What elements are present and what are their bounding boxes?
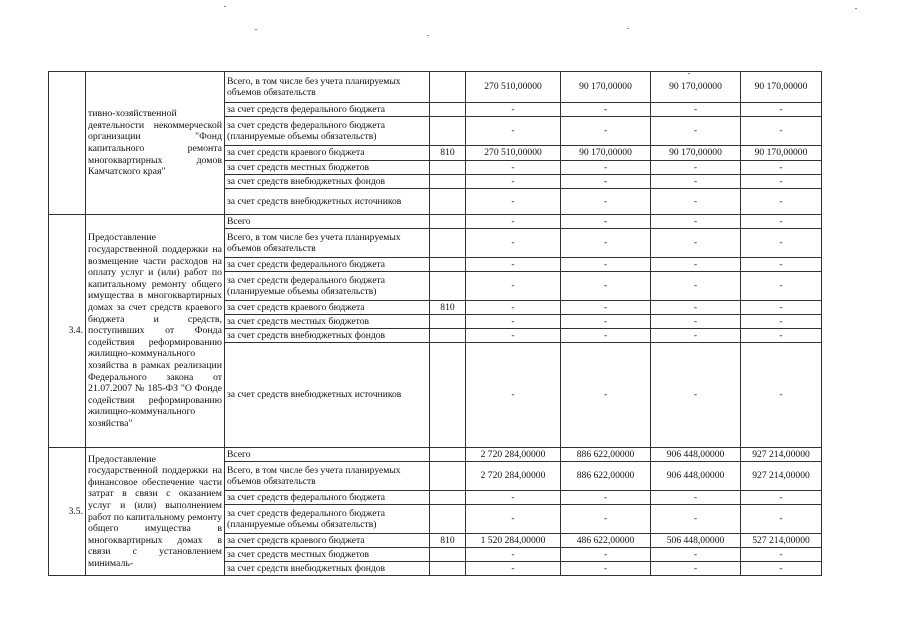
value-year-3: - (741, 548, 822, 562)
value-total: - (466, 161, 561, 175)
value-total: - (466, 103, 561, 117)
funding-source: за счет средств местных бюджетов (225, 315, 430, 329)
value-year-3: - (741, 301, 822, 315)
funding-source: за счет средств федерального бюджета (225, 103, 430, 117)
value-year-3: - (741, 215, 822, 229)
table-row (49, 215, 822, 229)
value-year-3: - (741, 272, 822, 301)
value-total: 2 720 284,00000 (466, 462, 561, 491)
value-year-1: - (561, 117, 651, 146)
budget-code (430, 229, 466, 258)
funding-source: Всего, в том числе без учета планируемых объемов обязательств (225, 72, 430, 103)
value-year-3: - (741, 161, 822, 175)
value-total: 2 720 284,00000 (466, 448, 561, 462)
value-year-2: - (651, 189, 741, 215)
value-year-2: - (651, 258, 741, 272)
value-year-3: - (741, 258, 822, 272)
value-year-1: - (561, 329, 651, 343)
value-year-2: - (651, 117, 741, 146)
budget-code (430, 258, 466, 272)
value-year-1: - (561, 505, 651, 534)
value-year-2: - (651, 215, 741, 229)
funding-source: за счет средств местных бюджетов (225, 161, 430, 175)
item-description: тивно-хозяйственной деятельности некоммерческой организации "Фонд капитального ремонта многоквартирных домов Камчатского края" (86, 72, 225, 215)
value-total: - (466, 272, 561, 301)
scan-speck (255, 29, 257, 30)
budget-code: 810 (430, 301, 466, 315)
value-year-1: 90 170,00000 (561, 72, 651, 103)
funding-source: за счет средств внебюджетных фондов (225, 562, 430, 576)
budget-code (430, 448, 466, 462)
value-year-1: - (561, 215, 651, 229)
funding-source: за счет средств федерального бюджета (планируемые объемы обязательств) (225, 117, 430, 146)
budget-code (430, 175, 466, 189)
scan-speck (855, 8, 857, 9)
value-year-1: - (561, 258, 651, 272)
value-year-2: - (651, 329, 741, 343)
budget-code (430, 562, 466, 576)
funding-source: за счет средств местных бюджетов (225, 548, 430, 562)
value-year-3: - (741, 329, 822, 343)
value-total: - (466, 301, 561, 315)
value-year-2: 906 448,00000 (651, 448, 741, 462)
value-year-1: - (561, 491, 651, 505)
value-year-1: - (561, 343, 651, 448)
value-total: - (466, 505, 561, 534)
table-row (49, 72, 822, 103)
value-year-3: - (741, 315, 822, 329)
funding-source: за счет средств краевого бюджета (225, 146, 430, 161)
value-year-3: 90 170,00000 (741, 146, 822, 161)
value-year-2: - (651, 343, 741, 448)
budget-code (430, 343, 466, 448)
value-year-2: - (651, 229, 741, 258)
item-description: Предоставление государственной поддержки на возмещение части расходов на оплату услуг и (или) работ по капитальному ремонту общего имущества в многоквартирных домах за счет средств краевого бюджета и средств, поступивших от Фонда содействия реформированию жилищно-коммунального хозяйства в рамках реализации Федерального закона от 21.07.2007 № 185-ФЗ "О Фонде содействия реформированию жилищно-коммунального хозяйства" (86, 215, 225, 448)
value-year-2: - (651, 562, 741, 576)
value-year-1: 886 622,00000 (561, 462, 651, 491)
value-year-3: 527 214,00000 (741, 534, 822, 548)
value-year-3: - (741, 229, 822, 258)
value-year-2: 906 448,00000 (651, 462, 741, 491)
funding-source: Всего (225, 215, 430, 229)
value-year-3: 927 214,00000 (741, 448, 822, 462)
funding-source: Всего, в том числе без учета планируемых объемов обязательств (225, 229, 430, 258)
scan-speck (627, 28, 629, 29)
value-year-3: - (741, 343, 822, 448)
value-year-1: - (561, 548, 651, 562)
value-year-3: - (741, 491, 822, 505)
item-number: 3.5. (49, 448, 86, 576)
value-total: - (466, 258, 561, 272)
funding-source: за счет средств внебюджетных источников (225, 189, 430, 215)
budget-code (430, 548, 466, 562)
funding-source: за счет средств федерального бюджета (225, 491, 430, 505)
value-year-2: - (651, 491, 741, 505)
budget-code: 810 (430, 146, 466, 161)
funding-source: за счет средств внебюджетных фондов (225, 175, 430, 189)
value-year-1: - (561, 301, 651, 315)
funding-source: за счет средств федерального бюджета (225, 258, 430, 272)
item-number (49, 72, 86, 215)
budget-code (430, 215, 466, 229)
value-total: - (466, 215, 561, 229)
budget-code (430, 103, 466, 117)
budget-code (430, 72, 466, 103)
value-year-1: - (561, 175, 651, 189)
value-total: - (466, 329, 561, 343)
scan-speck (427, 35, 429, 36)
value-year-2: 506 448,00000 (651, 534, 741, 548)
value-total: 1 520 284,00000 (466, 534, 561, 548)
value-total: - (466, 343, 561, 448)
funding-source: за счет средств федерального бюджета (планируемые объемы обязательств) (225, 272, 430, 301)
item-number: 3.4. (49, 215, 86, 448)
value-total: - (466, 189, 561, 215)
value-year-3: 90 170,00000 (741, 72, 822, 103)
budget-code (430, 161, 466, 175)
value-total: - (466, 175, 561, 189)
value-year-1: 90 170,00000 (561, 146, 651, 161)
funding-source: Всего, в том числе без учета планируемых объемов обязательств (225, 462, 430, 491)
budget-code (430, 329, 466, 343)
value-year-3: - (741, 175, 822, 189)
value-year-3: - (741, 562, 822, 576)
funding-source: за счет средств краевого бюджета (225, 534, 430, 548)
budget-code (430, 462, 466, 491)
budget-code (430, 117, 466, 146)
value-year-2: - (651, 301, 741, 315)
value-year-1: - (561, 103, 651, 117)
budget-code (430, 272, 466, 301)
value-total: - (466, 548, 561, 562)
value-year-1: - (561, 562, 651, 576)
budget-table (48, 71, 822, 576)
funding-source: Всего (225, 448, 430, 462)
value-year-2: 90 170,00000 (651, 146, 741, 161)
value-total: - (466, 117, 561, 146)
table-row (49, 448, 822, 462)
value-year-2: - (651, 505, 741, 534)
value-year-3: - (741, 505, 822, 534)
value-year-3: - (741, 103, 822, 117)
value-year-1: - (561, 315, 651, 329)
value-year-1: - (561, 189, 651, 215)
budget-code (430, 491, 466, 505)
budget-code (430, 505, 466, 534)
budget-code: 810 (430, 534, 466, 548)
value-year-2: 90 170,00000 (651, 72, 741, 103)
value-year-3: - (741, 189, 822, 215)
scan-speck (224, 6, 226, 7)
item-description: Предоставление государственной поддержки на финансовое обеспечение части затрат в связи с оказанием услуг и (или) выполнением работ по капитальному ремонту общего имущества в многоквартирных домах в связи с установлением минималь- (86, 448, 225, 576)
funding-source: за счет средств внебюджетных фондов (225, 329, 430, 343)
value-year-1: - (561, 272, 651, 301)
value-year-3: - (741, 117, 822, 146)
value-year-1: 886 622,00000 (561, 448, 651, 462)
value-total: - (466, 315, 561, 329)
value-year-2: - (651, 548, 741, 562)
value-year-2: - (651, 175, 741, 189)
budget-code (430, 315, 466, 329)
funding-source: за счет средств федерального бюджета (планируемые объемы обязательств) (225, 505, 430, 534)
value-total: 270 510,00000 (466, 146, 561, 161)
budget-code (430, 189, 466, 215)
value-year-1: 486 622,00000 (561, 534, 651, 548)
value-year-1: - (561, 229, 651, 258)
value-year-3: 927 214,00000 (741, 462, 822, 491)
funding-source: за счет средств краевого бюджета (225, 301, 430, 315)
value-year-2: - (651, 315, 741, 329)
value-total: 270 510,00000 (466, 72, 561, 103)
funding-source: за счет средств внебюджетных источников (225, 343, 430, 448)
value-total: - (466, 562, 561, 576)
value-year-2: - (651, 161, 741, 175)
value-year-2: - (651, 103, 741, 117)
value-year-2: - (651, 272, 741, 301)
value-total: - (466, 229, 561, 258)
value-year-1: - (561, 161, 651, 175)
value-total: - (466, 491, 561, 505)
